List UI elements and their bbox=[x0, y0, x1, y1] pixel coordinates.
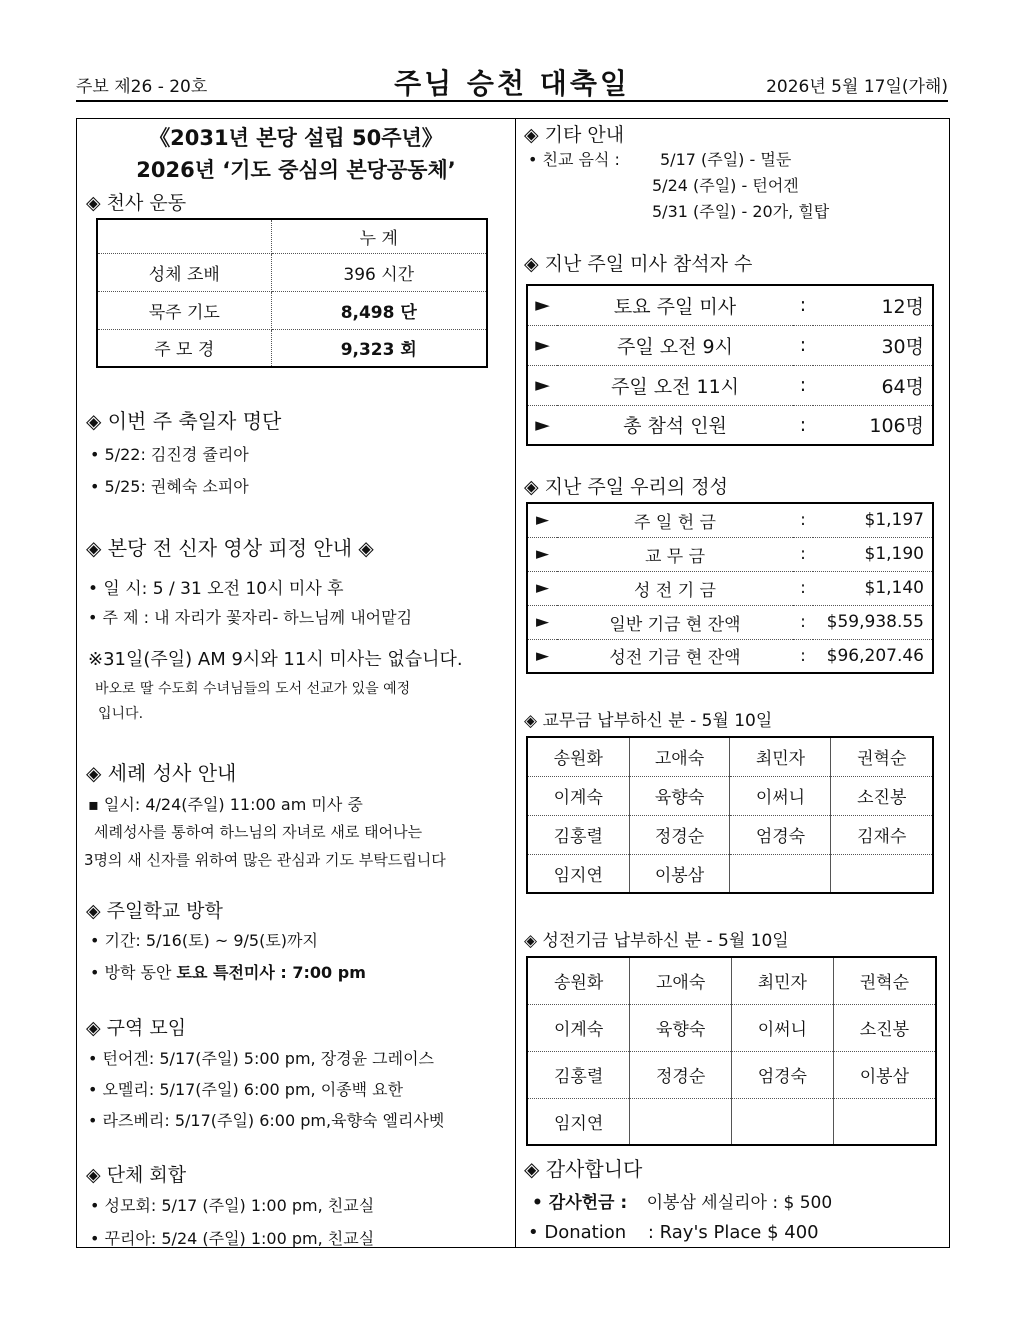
contributor-name: 김홍렬 bbox=[527, 1051, 630, 1098]
baptism-date: ▪ 일시: 4/24(주일) 11:00 am 미사 중 bbox=[88, 795, 363, 814]
contributor-name: 권혁순 bbox=[831, 737, 933, 776]
contributor-name: 소진봉 bbox=[831, 776, 933, 815]
issue-number: 주보 제26 - 20호 bbox=[76, 77, 208, 97]
mass-cancel-notice: ※31일(주일) AM 9시와 11시 미사는 없습니다. bbox=[88, 649, 463, 670]
table-row bbox=[527, 365, 933, 405]
colon-separator: : bbox=[793, 571, 813, 605]
donation-value: : Ray's Place $ 400 bbox=[647, 1222, 819, 1243]
offering-value: $1,190 bbox=[813, 537, 933, 571]
feast-day-heading: ◈ 이번 주 축일자 명단 bbox=[86, 409, 282, 433]
contributor-name: 송원화 bbox=[527, 957, 630, 1004]
contributor-name: 권혁순 bbox=[833, 957, 936, 1004]
angel-movement-heading: ◈ 천사 운동 bbox=[86, 192, 187, 214]
attendance-label: 토요 주일 미사 bbox=[557, 285, 793, 325]
table-row bbox=[527, 571, 933, 605]
contributor-name: 이써니 bbox=[730, 776, 831, 815]
attendance-label: 주일 오전 11시 bbox=[557, 365, 793, 405]
feast-item: • 5/25: 권혜숙 소피아 bbox=[90, 477, 249, 496]
table-row bbox=[527, 1051, 936, 1098]
building-fund-contributors-table bbox=[526, 956, 937, 1146]
colon-separator: : bbox=[793, 537, 813, 571]
contributor-name: 정경순 bbox=[629, 815, 730, 854]
thanks-offering-value: 이봉삼 세실리아 : $ 500 bbox=[646, 1193, 833, 1213]
baptism-text: 세례성사를 통하여 하느님의 자녀로 새로 태어나는 bbox=[94, 823, 423, 841]
angel-value: 396 시간 bbox=[271, 253, 487, 291]
offering-table bbox=[526, 502, 934, 674]
district-item: • 오멜리: 5/17(주일) 6:00 pm, 이종백 요한 bbox=[88, 1080, 404, 1099]
offering-label: 일반 기금 현 잔액 bbox=[557, 605, 793, 639]
dues-contributors-table bbox=[526, 736, 934, 894]
arrow-icon: ► bbox=[527, 605, 557, 639]
contributor-name bbox=[731, 1098, 833, 1145]
table-row bbox=[527, 503, 933, 537]
baptism-text: 3명의 새 신자를 위하여 많은 관심과 기도 부탁드립니다 bbox=[84, 851, 446, 869]
group-item: • 성모회: 5/17 (주일) 1:00 pm, 친교실 bbox=[90, 1196, 375, 1215]
angel-value: 9,323 회 bbox=[340, 340, 417, 361]
retreat-when: • 일 시: 5 / 31 오전 10시 미사 후 bbox=[88, 579, 344, 599]
retreat-note: 바오로 딸 수도회 수녀님들의 도서 선교가 있을 예정 bbox=[95, 681, 411, 697]
table-row bbox=[527, 815, 933, 854]
thanks-donation bbox=[528, 1222, 819, 1243]
building-fund-heading: ◈ 성전기금 납부하신 분 - 5월 10일 bbox=[524, 931, 789, 951]
year-theme-banner: 2026년 ‘기도 중심의 본당공동체’ bbox=[136, 158, 456, 182]
school-mass-time: 토요 특전미사 : 7:00 pm bbox=[176, 963, 366, 982]
groups-heading: ◈ 단체 회합 bbox=[86, 1164, 187, 1186]
colon-separator: : bbox=[793, 503, 813, 537]
attendance-value: 64명 bbox=[813, 365, 933, 405]
total-header: 누 계 bbox=[271, 219, 487, 253]
contributor-name: 이봉삼 bbox=[629, 854, 730, 893]
colon-separator: : bbox=[800, 645, 806, 666]
school-period: • 기간: 5/16(토) ~ 9/5(토)까지 bbox=[90, 931, 318, 950]
table-row bbox=[527, 957, 936, 1004]
table-row bbox=[527, 605, 933, 639]
colon-separator: : bbox=[799, 413, 807, 436]
attendance-value: 30명 bbox=[813, 325, 933, 365]
feast-item: • 5/22: 김진경 쥴리아 bbox=[90, 445, 249, 464]
angel-label: 주 모 경 bbox=[97, 329, 271, 367]
contributor-name: 임지연 bbox=[527, 854, 629, 893]
arrow-icon: ► bbox=[527, 325, 557, 365]
contributor-name: 김재수 bbox=[831, 815, 933, 854]
table-row bbox=[527, 285, 933, 325]
fellowship-food-item: 5/24 (주일) - 턴어겐 bbox=[652, 176, 799, 195]
sunday-school-heading: ◈ 주일학교 방학 bbox=[86, 900, 223, 922]
thanks-offering-label: • 감사헌금 : bbox=[532, 1193, 628, 1213]
offering-label: 교 무 금 bbox=[557, 537, 793, 571]
contributor-name bbox=[833, 1098, 936, 1145]
arrow-icon: ► bbox=[527, 571, 557, 605]
offering-value: $59,938.55 bbox=[813, 605, 933, 639]
arrow-icon: ► bbox=[535, 413, 550, 436]
contributor-name: 육향숙 bbox=[630, 1004, 732, 1051]
arrow-icon: ► bbox=[527, 537, 557, 571]
contributor-name: 이봉삼 bbox=[833, 1051, 936, 1098]
retreat-heading: ◈ 본당 전 신자 영상 피정 안내 ◈ bbox=[86, 536, 374, 560]
colon-separator: : bbox=[793, 365, 813, 405]
retreat-topic: • 주 제 : 내 자리가 꽃자리- 하느님께 내어맡김 bbox=[88, 608, 413, 627]
attendance-heading: ◈ 지난 주일 미사 참석자 수 bbox=[524, 253, 753, 275]
table-row bbox=[527, 405, 933, 445]
contributor-name: 소진봉 bbox=[833, 1004, 936, 1051]
district-heading: ◈ 구역 모임 bbox=[86, 1017, 187, 1039]
retreat-note: 입니다. bbox=[98, 706, 144, 722]
contributor-name: 이계숙 bbox=[527, 776, 629, 815]
contributor-name bbox=[831, 854, 933, 893]
group-item: • 꾸리아: 5/24 (주일) 1:00 pm, 친교실 bbox=[90, 1229, 375, 1248]
offering-value: $96,207.46 bbox=[826, 645, 924, 666]
donation-label: • Donation bbox=[528, 1222, 627, 1243]
offering-heading: ◈ 지난 주일 우리의 정성 bbox=[524, 476, 728, 498]
angel-label: 묵주 기도 bbox=[97, 291, 271, 329]
anniversary-banner: 《2031년 본당 설립 50주년》 bbox=[149, 126, 443, 150]
table-row bbox=[97, 219, 487, 253]
offering-label: 성전 기금 현 잔액 bbox=[609, 648, 741, 669]
school-mass-prefix: • 방학 동안 bbox=[90, 963, 177, 982]
angel-label: 성체 조배 bbox=[97, 253, 271, 291]
bulletin-header bbox=[76, 62, 948, 102]
arrow-icon: ► bbox=[527, 503, 557, 537]
table-row bbox=[527, 537, 933, 571]
attendance-table bbox=[526, 284, 934, 446]
attendance-label: 총 참석 인원 bbox=[623, 415, 727, 438]
table-row bbox=[527, 776, 933, 815]
contributor-name: 임지연 bbox=[527, 1098, 630, 1145]
colon-separator: : bbox=[793, 325, 813, 365]
table-row bbox=[527, 854, 933, 893]
issue-date: 2026년 5월 17일(가해) bbox=[766, 77, 948, 97]
thanks-heading: ◈ 감사합니다 bbox=[524, 1157, 643, 1181]
arrow-icon: ► bbox=[527, 365, 557, 405]
contributor-name: 엄경숙 bbox=[731, 1051, 833, 1098]
table-row bbox=[527, 737, 933, 776]
attendance-value: 106명 bbox=[869, 415, 924, 438]
column-divider bbox=[515, 118, 516, 1248]
table-row bbox=[527, 1004, 936, 1051]
contributor-name: 엄경숙 bbox=[730, 815, 831, 854]
page-title: 주님 승천 대축일 bbox=[394, 67, 630, 100]
table-row bbox=[97, 329, 487, 367]
contributor-name: 고애숙 bbox=[629, 737, 730, 776]
contributor-name bbox=[730, 854, 831, 893]
contributor-name: 이써니 bbox=[731, 1004, 833, 1051]
contributor-name: 김홍렬 bbox=[527, 815, 629, 854]
contributor-name: 최민자 bbox=[730, 737, 831, 776]
attendance-value: 12명 bbox=[813, 285, 933, 325]
contributor-name: 육향숙 bbox=[629, 776, 730, 815]
table-row bbox=[527, 1098, 936, 1145]
fellowship-food-label: • 친교 음식 : bbox=[528, 150, 620, 169]
other-info-heading: ◈ 기타 안내 bbox=[524, 124, 625, 146]
table-row bbox=[527, 639, 933, 673]
district-item: • 라즈베리: 5/17(주일) 6:00 pm,육향숙 엘리사벳 bbox=[88, 1111, 445, 1130]
angel-value: 8,498 단 bbox=[271, 291, 487, 329]
baptism-heading: ◈ 세례 성사 안내 bbox=[86, 761, 237, 785]
table-row bbox=[97, 253, 487, 291]
dues-heading: ◈ 교무금 납부하신 분 - 5월 10일 bbox=[524, 711, 773, 731]
contributor-name: 정경순 bbox=[630, 1051, 732, 1098]
colon-separator: : bbox=[793, 285, 813, 325]
arrow-icon: ► bbox=[535, 645, 550, 666]
contributor-name: 최민자 bbox=[731, 957, 833, 1004]
district-item: • 턴어겐: 5/17(주일) 5:00 pm, 장경윤 그레이스 bbox=[88, 1049, 434, 1068]
table-row bbox=[97, 291, 487, 329]
contributor-name bbox=[630, 1098, 732, 1145]
fellowship-food-item: 5/31 (주일) - 20가, 힐탑 bbox=[652, 202, 830, 221]
school-mass bbox=[90, 960, 366, 983]
offering-value: $1,197 bbox=[813, 503, 933, 537]
table-cell bbox=[97, 219, 271, 253]
table-row bbox=[527, 325, 933, 365]
thanks-offering bbox=[532, 1188, 832, 1213]
offering-label: 주 일 헌 금 bbox=[557, 503, 793, 537]
contributor-name: 이계숙 bbox=[527, 1004, 630, 1051]
arrow-icon: ► bbox=[527, 285, 557, 325]
attendance-label: 주일 오전 9시 bbox=[557, 325, 793, 365]
contributor-name: 송원화 bbox=[527, 737, 629, 776]
angel-movement-table bbox=[96, 218, 488, 368]
fellowship-food-item: 5/17 (주일) - 멀둔 bbox=[660, 150, 792, 169]
contributor-name: 고애숙 bbox=[630, 957, 732, 1004]
offering-label: 성 전 기 금 bbox=[557, 571, 793, 605]
colon-separator: : bbox=[793, 605, 813, 639]
offering-value: $1,140 bbox=[813, 571, 933, 605]
